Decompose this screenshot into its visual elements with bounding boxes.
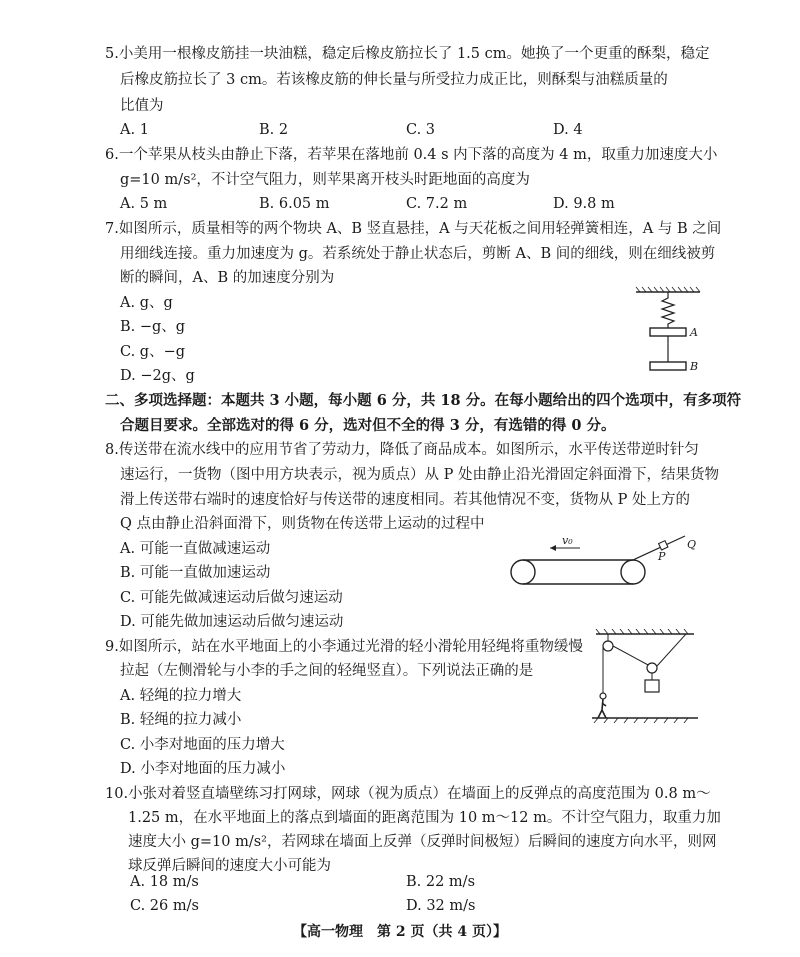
q6-option-a: A. 5 m — [120, 196, 168, 212]
q8-option-c: C. 可能先做减速运动后做匀速运动 — [120, 590, 343, 606]
q10-option-a: A. 18 m/s — [130, 874, 199, 890]
q10-line-4: 球反弹后瞬间的速度大小可能为 — [128, 858, 331, 874]
q7-option-c: C. g、−g — [120, 344, 186, 360]
q6-option-b: B. 6.05 m — [259, 196, 330, 212]
q5-line-2: 后橡皮筋拉长了 3 cm。若该橡皮筋的伸长量与所受拉力成正比，则酥梨与油糕质量的 — [120, 72, 668, 88]
section2-line-2: 合题目要求。全部选对的得 6 分，选对但不全的得 3 分，有选错的得 0 分。 — [120, 417, 616, 434]
q5-option-a: A. 1 — [120, 122, 149, 138]
page-footer: 【高一物理 第 2 页（共 4 页）】 — [293, 924, 507, 940]
q6-option-d: D. 9.8 m — [553, 196, 615, 212]
q9-option-c: C. 小李对地面的压力增大 — [120, 737, 285, 753]
q8-label-q: Q — [687, 538, 697, 551]
q9-line-1: 9.如图所示，站在水平地面上的小李通过光滑的轻小滑轮用轻绳将重物缓慢 — [105, 639, 583, 655]
q8-option-a: A. 可能一直做减速运动 — [120, 541, 271, 557]
q10-option-b: B. 22 m/s — [406, 874, 476, 890]
q5-option-c: C. 3 — [406, 122, 436, 138]
q8-label-v0: v₀ — [562, 534, 573, 547]
q8-line-2: 速运行，一货物（图中用方块表示，视为质点）从 P 处由静止沿光滑固定斜面滑下，结果货物 — [120, 467, 719, 483]
q8-line-1: 8.传送带在流水线中的应用节省了劳动力，降低了商品成本。如图所示，水平传送带逆时针匀 — [105, 442, 699, 458]
q5-option-b: B. 2 — [259, 122, 289, 138]
q6-line-2: g=10 m/s²，不计空气阻力，则苹果离开枝头时距地面的高度为 — [120, 172, 530, 188]
q7-label-b: B — [690, 360, 699, 373]
q9-option-d: D. 小李对地面的压力减小 — [120, 761, 286, 777]
q7-option-d: D. −2g、g — [120, 368, 195, 384]
q8-option-b: B. 可能一直做加速运动 — [120, 565, 271, 581]
q10-option-d: D. 32 m/s — [406, 898, 476, 914]
q7-line-2: 用细线连接。重力加速度为 g。若系统处于静止状态后，剪断 A、B 间的细线，则在细线被剪 — [120, 246, 716, 262]
q8-conveyor-figure — [505, 528, 705, 590]
q10-line-2: 1.25 m，在水平地面上的落点到墙面的距离范围为 10 m～12 m。不计空气阻力，取重力加 — [128, 810, 721, 826]
q8-label-p: P — [658, 550, 666, 563]
q10-option-c: C. 26 m/s — [130, 898, 199, 914]
section2-line-1: 二、多项选择题：本题共 3 小题，每小题 6 分，共 18 分。在每小题给出的四个选项中，有多项符 — [105, 392, 742, 409]
q7-spring-figure — [628, 286, 708, 382]
q8-option-d: D. 可能先做加速运动后做匀速运动 — [120, 614, 344, 630]
q6-line-1: 6.一个苹果从枝头由静止下落，若苹果在落地前 0.4 s 内下落的高度为 4 m，取重力加速度大小 — [105, 147, 718, 163]
q6-option-c: C. 7.2 m — [406, 196, 468, 212]
q10-line-3: 速度大小 g=10 m/s²，若网球在墙面上反弹（反弹时间极短）后瞬间的速度方向水平，则网 — [128, 834, 717, 850]
q5-line-1: 5.小美用一根橡皮筋挂一块油糕，稳定后橡皮筋拉长了 1.5 cm。她换了一个更重的酥梨，稳定 — [105, 46, 710, 62]
q8-line-4: Q 点由静止沿斜面滑下，则货物在传送带上运动的过程中 — [120, 516, 485, 532]
q8-line-3: 滑上传送带右端时的速度恰好与传送带的速度相同。若其他情况不变，货物从 P 处上方的 — [120, 492, 690, 508]
q5-line-3: 比值为 — [120, 98, 164, 114]
q10-line-1: 10.小张对着竖直墙壁练习打网球，网球（视为质点）在墙面上的反弹点的高度范围为 0.8 m～ — [105, 786, 711, 802]
q7-option-a: A. g、g — [120, 295, 173, 311]
q9-option-b: B. 轻绳的拉力减小 — [120, 712, 242, 728]
q7-line-3: 断的瞬间，A、B 的加速度分别为 — [120, 270, 335, 286]
q7-label-a: A — [690, 326, 698, 339]
q7-line-1: 7.如图所示，质量相等的两个物块 A、B 竖直悬挂，A 与天花板之间用轻弹簧相连，A 与 B 之间 — [105, 221, 722, 237]
q5-option-d: D. 4 — [553, 122, 583, 138]
q7-option-b: B. −g、g — [120, 319, 186, 335]
q9-pulley-figure — [590, 628, 700, 724]
q9-line-2: 拉起（左侧滑轮与小李的手之间的轻绳竖直）。下列说法正确的是 — [120, 663, 534, 679]
q9-option-a: A. 轻绳的拉力增大 — [120, 688, 242, 704]
